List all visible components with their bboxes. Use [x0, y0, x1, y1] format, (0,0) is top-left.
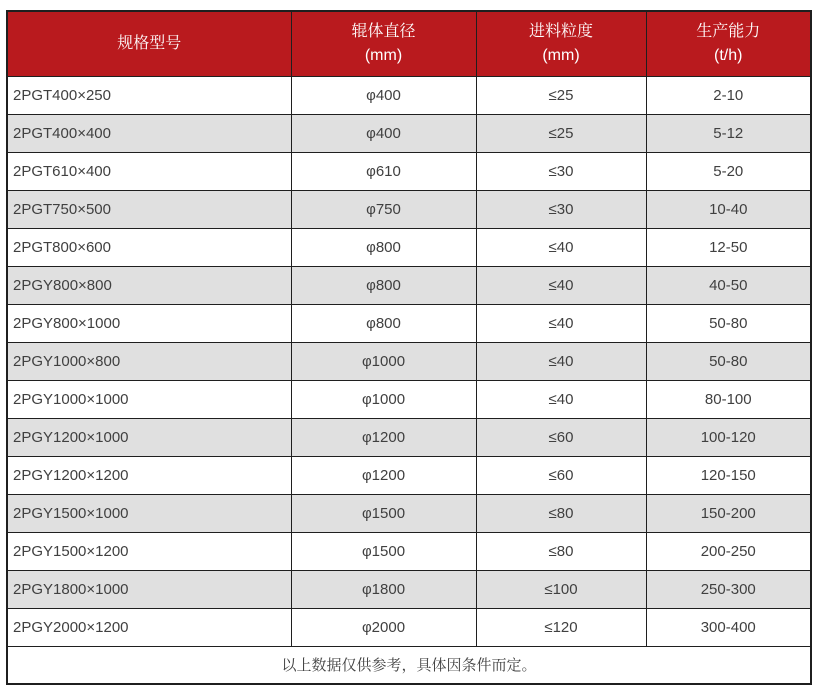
cell-feed-size: ≤120	[476, 608, 646, 646]
cell-model: 2PGT610×400	[7, 152, 291, 190]
table-row	[7, 114, 811, 152]
header-label-capacity: 生产能力	[696, 22, 761, 40]
table-row	[7, 418, 811, 456]
cell-model: 2PGY800×1000	[7, 304, 291, 342]
cell-diameter: φ1500	[291, 532, 476, 570]
cell-capacity: 10-40	[646, 190, 811, 228]
header-unit-capacity: (t/h)	[714, 46, 743, 64]
header-unit-diameter: (mm)	[364, 46, 403, 64]
cell-model: 2PGT400×400	[7, 114, 291, 152]
header-cell-model	[7, 11, 291, 76]
cell-capacity: 2-10	[646, 76, 811, 114]
cell-diameter: φ800	[291, 228, 476, 266]
table-row	[7, 266, 811, 304]
cell-model: 2PGY1000×1000	[7, 380, 291, 418]
cell-capacity: 50-80	[646, 304, 811, 342]
cell-diameter: φ610	[291, 152, 476, 190]
header-cell-capacity	[646, 11, 811, 76]
cell-capacity: 50-80	[646, 342, 811, 380]
footer-row	[7, 646, 811, 684]
cell-feed-size: ≤60	[476, 456, 646, 494]
cell-model: 2PGT400×250	[7, 76, 291, 114]
cell-capacity: 5-20	[646, 152, 811, 190]
cell-feed-size: ≤25	[476, 76, 646, 114]
table-row	[7, 532, 811, 570]
table-body	[7, 76, 811, 646]
table-row	[7, 456, 811, 494]
table-row	[7, 380, 811, 418]
table-row	[7, 152, 811, 190]
cell-feed-size: ≤100	[476, 570, 646, 608]
cell-diameter: φ400	[291, 114, 476, 152]
cell-model: 2PGY1500×1200	[7, 532, 291, 570]
header-row	[7, 11, 811, 76]
cell-model: 2PGY2000×1200	[7, 608, 291, 646]
cell-feed-size: ≤30	[476, 152, 646, 190]
header-label-model: 规格型号	[117, 34, 182, 52]
cell-capacity: 80-100	[646, 380, 811, 418]
cell-feed-size: ≤30	[476, 190, 646, 228]
cell-diameter: φ1000	[291, 380, 476, 418]
cell-feed-size: ≤25	[476, 114, 646, 152]
cell-capacity: 12-50	[646, 228, 811, 266]
cell-model: 2PGT750×500	[7, 190, 291, 228]
cell-diameter: φ800	[291, 266, 476, 304]
cell-model: 2PGY1800×1000	[7, 570, 291, 608]
cell-model: 2PGT800×600	[7, 228, 291, 266]
header-cell-diameter	[291, 11, 476, 76]
table-row	[7, 608, 811, 646]
cell-model: 2PGY1200×1000	[7, 418, 291, 456]
table-row	[7, 304, 811, 342]
cell-feed-size: ≤60	[476, 418, 646, 456]
cell-diameter: φ1800	[291, 570, 476, 608]
cell-feed-size: ≤40	[476, 266, 646, 304]
cell-diameter: φ800	[291, 304, 476, 342]
cell-feed-size: ≤80	[476, 532, 646, 570]
table-row	[7, 76, 811, 114]
cell-diameter: φ1200	[291, 418, 476, 456]
cell-capacity: 150-200	[646, 494, 811, 532]
cell-model: 2PGY1500×1000	[7, 494, 291, 532]
cell-feed-size: ≤40	[476, 304, 646, 342]
table-row	[7, 494, 811, 532]
cell-capacity: 100-120	[646, 418, 811, 456]
cell-capacity: 40-50	[646, 266, 811, 304]
cell-feed-size: ≤80	[476, 494, 646, 532]
table-row	[7, 342, 811, 380]
cell-diameter: φ2000	[291, 608, 476, 646]
cell-diameter: φ1500	[291, 494, 476, 532]
header-label-diameter: 辊体直径	[351, 22, 416, 40]
table-row	[7, 190, 811, 228]
footer-note: 以上数据仅供参考，具体因条件而定。	[7, 646, 811, 684]
cell-feed-size: ≤40	[476, 342, 646, 380]
header-label-feed-size: 进料粒度	[528, 22, 593, 40]
table-row	[7, 228, 811, 266]
cell-capacity: 250-300	[646, 570, 811, 608]
spec-table	[6, 10, 812, 685]
cell-model: 2PGY1000×800	[7, 342, 291, 380]
header-unit-feed-size: (mm)	[542, 46, 580, 64]
cell-capacity: 200-250	[646, 532, 811, 570]
header-cell-feed-size	[476, 11, 646, 76]
cell-feed-size: ≤40	[476, 380, 646, 418]
cell-capacity: 120-150	[646, 456, 811, 494]
cell-diameter: φ400	[291, 76, 476, 114]
table-row	[7, 570, 811, 608]
cell-diameter: φ1000	[291, 342, 476, 380]
cell-model: 2PGY800×800	[7, 266, 291, 304]
cell-capacity: 5-12	[646, 114, 811, 152]
cell-diameter: φ1200	[291, 456, 476, 494]
cell-feed-size: ≤40	[476, 228, 646, 266]
cell-model: 2PGY1200×1200	[7, 456, 291, 494]
cell-diameter: φ750	[291, 190, 476, 228]
cell-capacity: 300-400	[646, 608, 811, 646]
